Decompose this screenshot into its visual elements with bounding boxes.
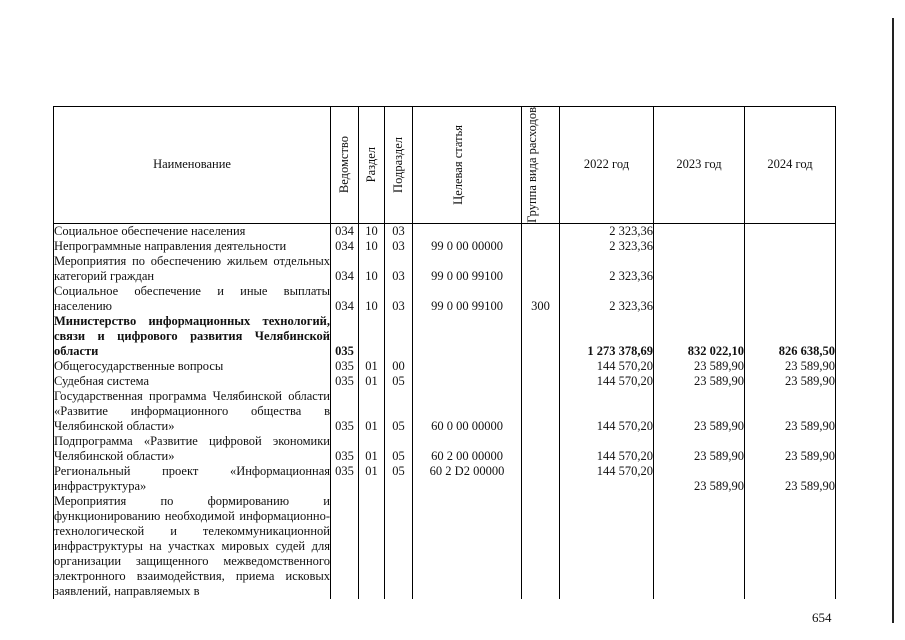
row-podrazdel: 03 (385, 254, 413, 284)
row-tselevaya (413, 494, 522, 599)
budget-table (53, 106, 836, 599)
row-tselevaya (413, 374, 522, 389)
row-razdel: 01 (359, 389, 385, 434)
row-gruppa (522, 389, 560, 434)
table-row (54, 389, 836, 434)
row-vedomstvo: 035 (331, 389, 359, 434)
row-razdel: 10 (359, 223, 385, 239)
row-tselevaya: 60 2 D2 00000 (413, 464, 522, 494)
table-row (54, 374, 836, 389)
row-2023: 23 589,90 (654, 359, 745, 374)
row-2022: 1 273 378,69 (560, 314, 654, 359)
header-2023: 2023 год (654, 107, 745, 224)
row-vedomstvo: 035 (331, 359, 359, 374)
row-name: Судебная система (54, 374, 331, 389)
row-vedomstvo: 035 (331, 374, 359, 389)
row-2022: 2 323,36 (560, 239, 654, 254)
row-tselevaya (413, 314, 522, 359)
table-row (54, 434, 836, 464)
row-name: Общегосударственные вопросы (54, 359, 331, 374)
row-razdel: 01 (359, 464, 385, 494)
row-2024: 23 589,90 (745, 374, 836, 389)
row-razdel: 01 (359, 374, 385, 389)
row-2022: 144 570,20 (560, 389, 654, 434)
table-header (54, 107, 836, 224)
header-podrazdel: Подраздел (391, 136, 405, 193)
row-tselevaya (413, 223, 522, 239)
row-gruppa (522, 434, 560, 464)
row-razdel: 10 (359, 254, 385, 284)
row-razdel: 10 (359, 239, 385, 254)
row-podrazdel: 00 (385, 359, 413, 374)
row-tselevaya: 99 0 00 99100 (413, 254, 522, 284)
row-name: Социальное обеспечение населения (54, 223, 331, 239)
row-vedomstvo: 035 (331, 314, 359, 359)
row-2024 (745, 494, 836, 599)
table-row-ministry (54, 314, 836, 359)
header-2022: 2022 год (560, 107, 654, 224)
header-tselevaya-statya: Целевая статья (451, 124, 465, 205)
row-2023: 23 589,90 (654, 374, 745, 389)
page-edge-line (892, 18, 894, 623)
row-2022 (560, 494, 654, 599)
row-gruppa (522, 239, 560, 254)
row-vedomstvo: 034 (331, 254, 359, 284)
row-2024 (745, 223, 836, 239)
header-name: Наименование (54, 107, 331, 224)
row-podrazdel: 03 (385, 284, 413, 314)
row-2023: 832 022,10 (654, 314, 745, 359)
row-name: Министерство информационных технологий, связи и цифрового развития Челябинской области (54, 313, 330, 358)
row-name: Непрограммные направления деятельности (54, 239, 331, 254)
row-gruppa (522, 359, 560, 374)
row-vedomstvo: 034 (331, 239, 359, 254)
row-2023 (654, 254, 745, 284)
row-vedomstvo: 035 (331, 464, 359, 494)
row-vedomstvo: 035 (331, 434, 359, 464)
row-2024 (745, 284, 836, 314)
row-razdel: 10 (359, 284, 385, 314)
table-row (54, 359, 836, 374)
row-2024: 826 638,50 (745, 314, 836, 359)
row-name: Региональный проект «Информационная инфраструктура» (54, 463, 330, 493)
table-row (54, 284, 836, 314)
row-gruppa (522, 464, 560, 494)
row-razdel (359, 314, 385, 359)
table-row (54, 223, 836, 239)
row-2023: 23 589,90 (654, 434, 745, 464)
row-2022: 2 323,36 (560, 254, 654, 284)
row-gruppa (522, 223, 560, 239)
row-tselevaya: 60 2 00 00000 (413, 434, 522, 464)
row-podrazdel (385, 314, 413, 359)
row-podrazdel: 05 (385, 434, 413, 464)
row-podrazdel: 05 (385, 464, 413, 494)
row-name: Социальное обеспечение и иные выплаты населению (54, 283, 330, 313)
row-tselevaya: 99 0 00 99100 (413, 284, 522, 314)
row-2023 (654, 239, 745, 254)
row-2024 (745, 254, 836, 284)
row-2023 (654, 223, 745, 239)
row-2024 (745, 239, 836, 254)
row-podrazdel: 05 (385, 389, 413, 434)
row-name: Мероприятия по обеспечению жильем отдельных категорий граждан (54, 253, 330, 283)
row-tselevaya (413, 359, 522, 374)
row-vedomstvo: 034 (331, 284, 359, 314)
row-vedomstvo (331, 494, 359, 599)
row-2024: 23 589,90 (745, 464, 836, 494)
row-gruppa: 300 (522, 284, 560, 314)
row-gruppa (522, 254, 560, 284)
row-name: Государственная программа Челябинской области «Развитие информационного общества в Челябинской области» (54, 388, 330, 433)
row-gruppa (522, 494, 560, 599)
table-row (54, 254, 836, 284)
row-2022: 144 570,20 (560, 359, 654, 374)
row-razdel (359, 494, 385, 599)
header-gruppa-vida-raskhodov: Группа вида расходов (524, 107, 539, 223)
table-row (54, 464, 836, 494)
row-razdel: 01 (359, 434, 385, 464)
row-gruppa (522, 374, 560, 389)
row-2024: 23 589,90 (745, 359, 836, 374)
row-razdel: 01 (359, 359, 385, 374)
row-podrazdel: 03 (385, 239, 413, 254)
header-vedomstvo: Ведомство (337, 136, 351, 194)
row-2024: 23 589,90 (745, 434, 836, 464)
row-2023 (654, 284, 745, 314)
row-vedomstvo: 034 (331, 223, 359, 239)
row-podrazdel (385, 494, 413, 599)
row-name: Подпрограмма «Развитие цифровой экономики Челябинской области» (54, 433, 330, 463)
row-gruppa (522, 314, 560, 359)
row-2022: 144 570,20 (560, 374, 654, 389)
header-razdel: Раздел (364, 147, 378, 183)
row-2022: 2 323,36 (560, 284, 654, 314)
table-row-continued (54, 494, 836, 599)
row-2023: 23 589,90 (654, 389, 745, 434)
row-tselevaya: 99 0 00 00000 (413, 239, 522, 254)
row-2022: 144 570,20 (560, 434, 654, 464)
row-2023: 23 589,90 (654, 464, 745, 494)
row-tselevaya: 60 0 00 00000 (413, 389, 522, 434)
table-row (54, 239, 836, 254)
row-2024: 23 589,90 (745, 389, 836, 434)
row-name: Мероприятия по формированию и функционированию необходимой информационно-технологической и телекоммуникационной инфраструктуры на участках мировых судей для организации защищенного межведомственного электронного взаимодействия, приема исковых заявлений, направляемых в (54, 493, 330, 598)
row-podrazdel: 05 (385, 374, 413, 389)
row-2022: 2 323,36 (560, 223, 654, 239)
row-podrazdel: 03 (385, 223, 413, 239)
header-2024: 2024 год (745, 107, 836, 224)
row-2022: 144 570,20 (560, 464, 654, 494)
page-number: 654 (812, 610, 832, 625)
row-2023 (654, 494, 745, 599)
